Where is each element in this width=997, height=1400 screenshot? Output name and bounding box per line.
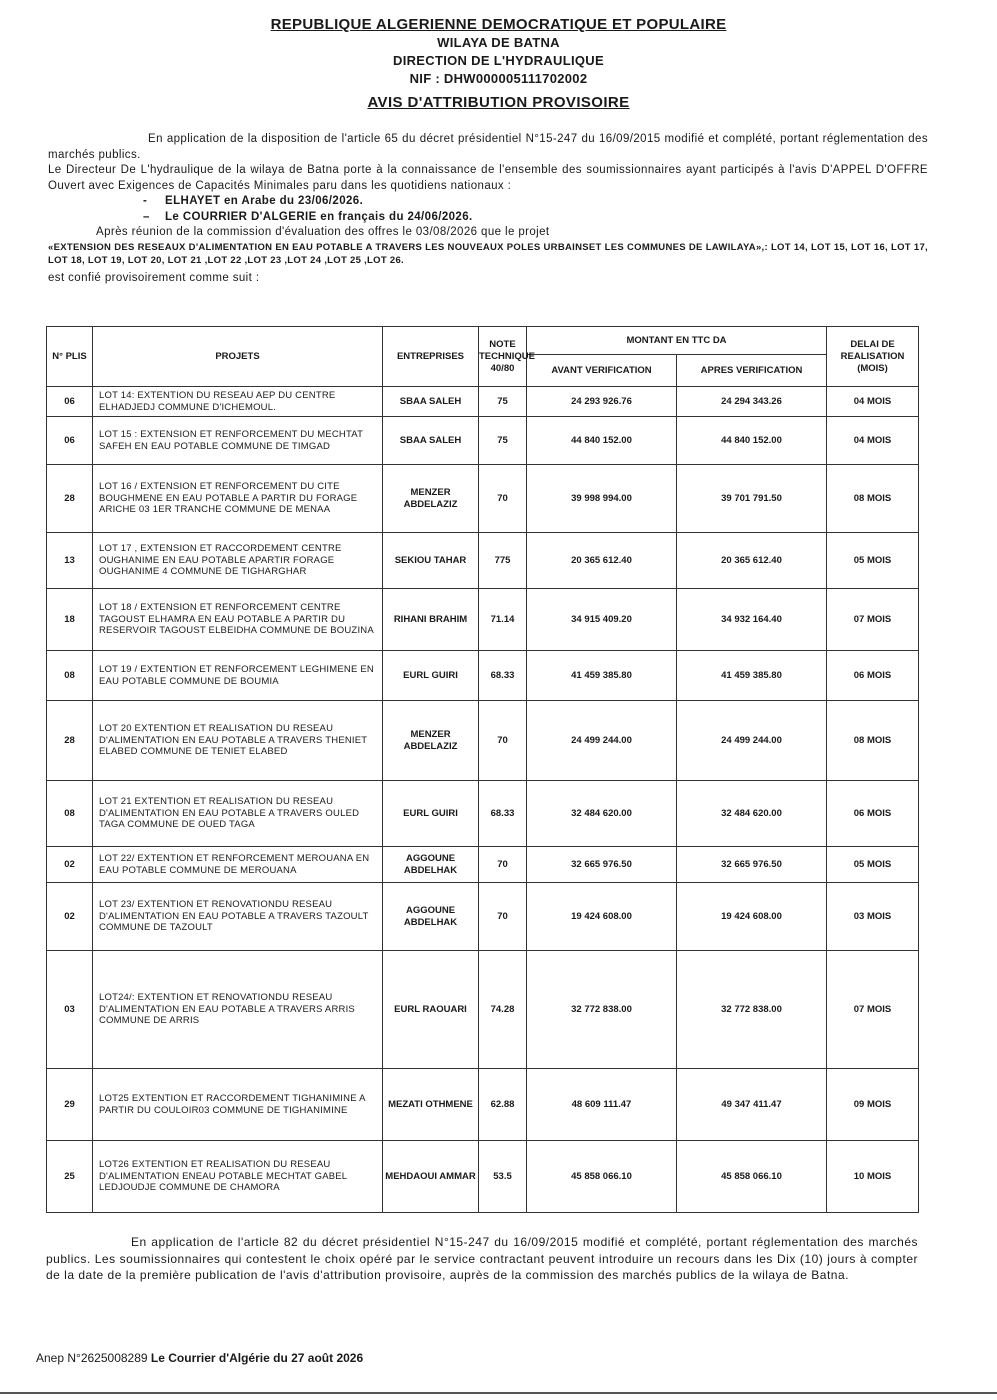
cell-projet: LOT25 EXTENTION ET RACCORDEMENT TIGHANIMINE A PARTIR DU COULOIR03 COMMUNE DE TIGHANIMINE [93,1069,383,1141]
cell-montant-apres: 24 294 343.26 [677,387,827,417]
cell-plis: 02 [47,883,93,951]
publication-source: Le Courrier d'Algérie du 27 août 2026 [150,1351,364,1365]
intro-paragraph-5: est confié provisoirement comme suit : [48,271,260,284]
cell-note: 70 [479,701,527,781]
cell-note: 68.33 [479,651,527,701]
table-row [47,951,919,1069]
table-row [47,1069,919,1141]
project-title: «EXTENSION DES RESEAUX D'ALIMENTATION EN EAU POTABLE A TRAVERS LES NOUVEAUX POLES URBAINSET LES COMMUNES DE LAWILAYA»,: LOT 14, LOT 15, LOT 16, LOT 17, LOT 18, LOT 19, LOT 20, LOT 21 ,LOT 22 ,LOT 23 ,LOT 24 ,LOT 25 ,LOT 26. [48,241,928,266]
cell-montant-apres: 20 365 612.40 [677,533,827,589]
cell-note: 75 [479,387,527,417]
direction-name: DIRECTION DE L'HYDRAULIQUE [393,53,604,68]
cell-plis: 28 [47,465,93,533]
cell-projet: LOT 23/ EXTENTION ET RENOVATIONDU RESEAU D'ALIMENTATION EN EAU POTABLE A TRAVERS TAZOULT COMMUNE DE TAZOULT [93,883,383,951]
intro-paragraph-3: Après réunion de la commission d'évaluation des offres le 03/08/2026 que le projet [96,226,550,238]
cell-montant-apres: 32 484 620.00 [677,781,827,847]
closing-section [46,1234,918,1284]
cell-entreprise: AGGOUNE ABDELHAK [383,883,479,951]
cell-montant-apres: 41 459 385.80 [677,651,827,701]
cell-entreprise: RIHANI BRAHIM [383,589,479,651]
cell-montant-avant: 41 459 385.80 [527,651,677,701]
cell-entreprise: SBAA SALEH [383,417,479,465]
attribution-table [46,326,919,1213]
cell-delai: 05 MOIS [827,847,919,883]
cell-projet: LOT24/: EXTENTION ET RENOVATIONDU RESEAU D'ALIMENTATION EN EAU POTABLE A TRAVERS ARRIS COMMUNE DE ARRIS [93,951,383,1069]
cell-entreprise: AGGOUNE ABDELHAK [383,847,479,883]
cell-delai: 08 MOIS [827,465,919,533]
cell-montant-apres: 32 665 976.50 [677,847,827,883]
cell-plis: 02 [47,847,93,883]
cell-note: 53.5 [479,1141,527,1213]
cell-montant-avant: 44 840 152.00 [527,417,677,465]
newspaper-item-2: – Le COURRIER D'ALGERIE en français du 24/06/2026. [143,210,473,223]
cell-delai: 04 MOIS [827,417,919,465]
cell-montant-avant: 24 499 244.00 [527,701,677,781]
cell-entreprise: EURL GUIRI [383,781,479,847]
cell-delai: 07 MOIS [827,589,919,651]
cell-plis: 06 [47,387,93,417]
cell-plis: 18 [47,589,93,651]
cell-note: 68.33 [479,781,527,847]
cell-projet: LOT 21 EXTENTION ET REALISATION DU RESEAU D'ALIMENTATION EN EAU POTABLE A TRAVERS OULED TAGA COMMUNE DE OUED TAGA [93,781,383,847]
cell-delai: 09 MOIS [827,1069,919,1141]
intro-paragraph-2: Le Directeur De L'hydraulique de la wilaya de Batna porte à la connaissance de l'ensemble des soumissionnaires ayant participés à l'avis D'APPEL D'OFFRE Ouvert avec Exigences de Capacités Minimales paru dans les quotidiens nationaux : [48,164,928,192]
cell-note: 70 [479,465,527,533]
cell-plis: 03 [47,951,93,1069]
cell-entreprise: SEKIOU TAHAR [383,533,479,589]
cell-montant-apres: 19 424 608.00 [677,883,827,951]
cell-projet: LOT 22/ EXTENTION ET RENFORCEMENT MEROUANA EN EAU POTABLE COMMUNE DE MEROUANA [93,847,383,883]
cell-projet: LOT 20 EXTENTION ET REALISATION DU RESEAU D'ALIMENTATION EN EAU POTABLE A TRAVERS THENIET ELABED COMMUNE DE TENIET ELABED [93,701,383,781]
cell-projet: LOT 16 / EXTENSION ET RENFORCEMENT DU CITE BOUGHMENE EN EAU POTABLE A PARTIR DU FORAGE ARICHE 03 1ER TRANCHE COMMUNE DE MENAA [93,465,383,533]
cell-plis: 29 [47,1069,93,1141]
table-row [47,883,919,951]
cell-projet: LOT 18 / EXTENSION ET RENFORCEMENT CENTRE TAGOUST ELHAMRA EN EAU POTABLE A PARTIR DU RESERVOIR TAGOUST ELBEIDHA COMMUNE DE BOUZINA [93,589,383,651]
cell-montant-avant: 32 772 838.00 [527,951,677,1069]
cell-note: 75 [479,417,527,465]
cell-entreprise: MENZER ABDELAZIZ [383,465,479,533]
header-entreprise: ENTREPRISES [383,327,479,387]
cell-delai: 10 MOIS [827,1141,919,1213]
publication-footer [36,1351,363,1365]
cell-projet: LOT 15 : EXTENSION ET RENFORCEMENT DU MECHTAT SAFEH EN EAU POTABLE COMMUNE DE TIMGAD [93,417,383,465]
cell-montant-avant: 24 293 926.76 [527,387,677,417]
bottom-divider [0,1392,997,1394]
table-row [47,781,919,847]
cell-projet: LOT 19 / EXTENTION ET RENFORCEMENT LEGHIMENE EN EAU POTABLE COMMUNE DE BOUMIA [93,651,383,701]
cell-note: 775 [479,533,527,589]
cell-montant-avant: 48 609 111.47 [527,1069,677,1141]
cell-delai: 03 MOIS [827,883,919,951]
cell-note: 71.14 [479,589,527,651]
cell-montant-avant: 19 424 608.00 [527,883,677,951]
cell-delai: 06 MOIS [827,651,919,701]
cell-projet: LOT 17 , EXTENSION ET RACCORDEMENT CENTRE OUGHANIME EN EAU POTABLE APARTIR FORAGE OUGHANIME 4 COMMUNE DE TIGHARGHAR [93,533,383,589]
intro-paragraph-1: En application de la disposition de l'article 65 du décret présidentiel N°15-247 du 16/09/2015 modifié et complété, portant réglementation des marchés publics. [48,133,928,161]
table-row [47,847,919,883]
newspaper-item-1: - ELHAYET en Arabe du 23/06/2026. [143,195,364,207]
cell-note: 62.88 [479,1069,527,1141]
cell-entreprise: MENZER ABDELAZIZ [383,701,479,781]
table-row [47,701,919,781]
cell-montant-avant: 20 365 612.40 [527,533,677,589]
cell-montant-apres: 39 701 791.50 [677,465,827,533]
cell-plis: 08 [47,651,93,701]
closing-paragraph: En application de l'article 82 du décret présidentiel N°15-247 du 16/09/2015 modifié et complété, portant réglementation des marchés publics. Les soumissionnaires qui contestent le choix opéré par le service contractant peuvent introduire un recours dans les Dix (10) jours à compter de la date de la première publication de l'avis d'attribution provisoire, auprès de la commission des marchés publics de la wilaya de Batna. [46,1235,918,1282]
intro-section [48,132,928,286]
cell-projet: LOT 14: EXTENTION DU RESEAU AEP DU CENTRE ELHADJEDJ COMMUNE D'ICHEMOUL. [93,387,383,417]
cell-delai: 06 MOIS [827,781,919,847]
cell-montant-avant: 32 665 976.50 [527,847,677,883]
header-delai: DELAI DE REALISATION (MOIS) [827,327,919,387]
cell-delai: 05 MOIS [827,533,919,589]
cell-montant-apres: 24 499 244.00 [677,701,827,781]
header-note: NOTE TECHNIQUE 40/80 [479,327,527,387]
wilaya-name: WILAYA DE BATNA [437,35,560,50]
cell-entreprise: MEHDAOUI AMMAR [383,1141,479,1213]
cell-entreprise: EURL RAOUARI [383,951,479,1069]
document-header [0,16,997,111]
cell-delai: 08 MOIS [827,701,919,781]
header-plis: N° PLIS [47,327,93,387]
cell-montant-avant: 39 998 994.00 [527,465,677,533]
table-row [47,417,919,465]
header-projets: PROJETS [93,327,383,387]
table-row [47,387,919,417]
cell-montant-apres: 34 932 164.40 [677,589,827,651]
header-montant: MONTANT EN TTC DA [527,327,827,355]
cell-note: 70 [479,883,527,951]
cell-montant-avant: 34 915 409.20 [527,589,677,651]
notice-title: AVIS D'ATTRIBUTION PROVISOIRE [367,94,630,111]
table-row [47,533,919,589]
cell-entreprise: SBAA SALEH [383,387,479,417]
cell-montant-avant: 32 484 620.00 [527,781,677,847]
cell-plis: 06 [47,417,93,465]
republic-title: REPUBLIQUE ALGERIENNE DEMOCRATIQUE ET POPULAIRE [270,16,727,33]
cell-plis: 28 [47,701,93,781]
cell-note: 74.28 [479,951,527,1069]
cell-projet: LOT26 EXTENTION ET REALISATION DU RESEAU D'ALIMENTATION ENEAU POTABLE MECHTAT GABEL LEDJOUDJE COMMUNE DE CHAMORA [93,1141,383,1213]
header-apres: APRES VERIFICATION [677,355,827,387]
cell-montant-avant: 45 858 066.10 [527,1141,677,1213]
table-row [47,465,919,533]
cell-montant-apres: 32 772 838.00 [677,951,827,1069]
anep-reference: Anep N°2625008289 [36,1351,148,1365]
table-row [47,1141,919,1213]
cell-plis: 25 [47,1141,93,1213]
cell-delai: 07 MOIS [827,951,919,1069]
cell-montant-apres: 45 858 066.10 [677,1141,827,1213]
cell-montant-apres: 44 840 152.00 [677,417,827,465]
cell-plis: 13 [47,533,93,589]
cell-entreprise: EURL GUIRI [383,651,479,701]
cell-entreprise: MEZATI OTHMENE [383,1069,479,1141]
cell-montant-apres: 49 347 411.47 [677,1069,827,1141]
cell-plis: 08 [47,781,93,847]
table-row [47,589,919,651]
table-body [47,387,919,1213]
cell-note: 70 [479,847,527,883]
cell-delai: 04 MOIS [827,387,919,417]
header-avant: AVANT VERIFICATION [527,355,677,387]
table-row [47,651,919,701]
nif-number: NIF : DHW000005111702002 [409,71,588,86]
